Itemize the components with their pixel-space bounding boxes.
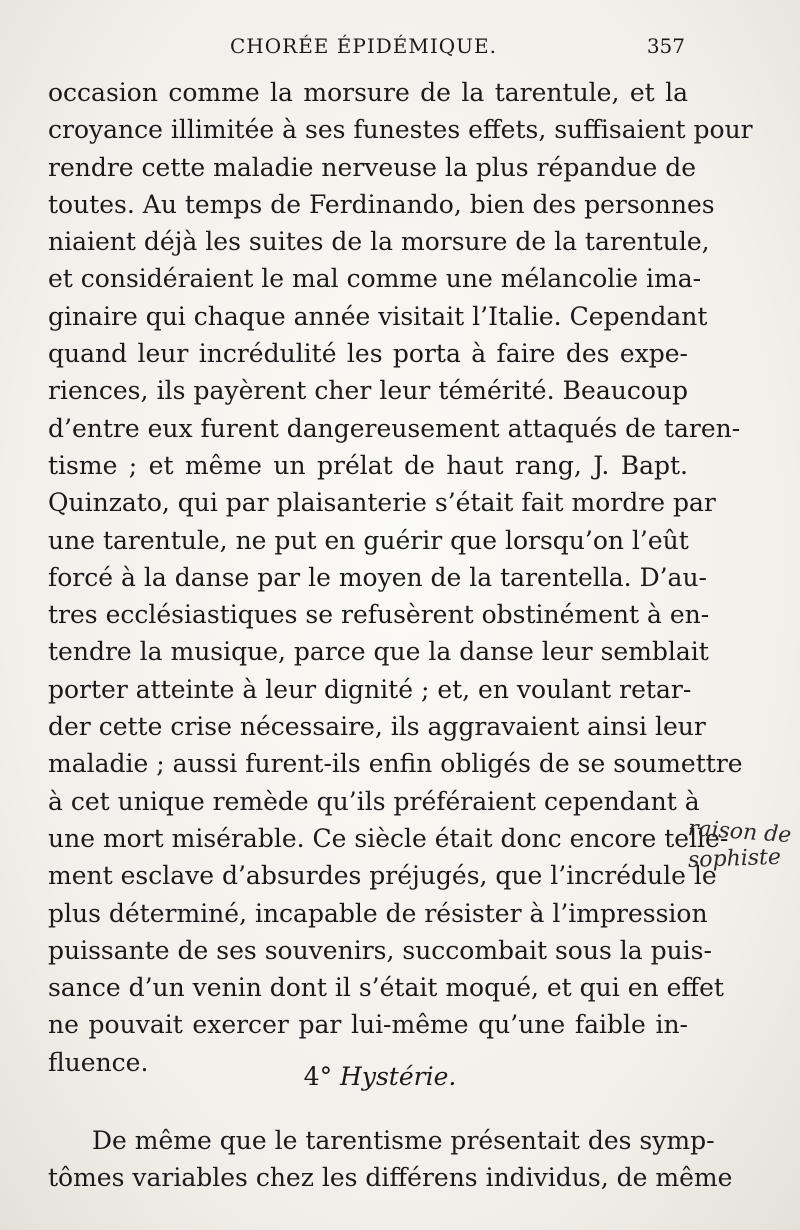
text-line: niaient déjà les suites de la morsure de la tarentule, [48,227,710,257]
section-title: Hystérie. [340,1062,457,1091]
text-line: quand leur incrédulité les porta à faire des expe- [48,339,688,369]
text-line: rendre cette maladie nerveuse la plus répandue de [48,152,696,182]
text-line: ginaire qui chaque année visitait l’Italie. Cependant [48,301,708,331]
handwritten-margin-note: raison de [687,816,793,849]
handwritten-margin-note: sophiste [687,844,782,873]
text-line: une tarentule, ne put en guérir que lorsqu’on l’eût [48,525,689,555]
text-line: et considéraient le mal comme une mélancolie ima- [48,264,702,294]
text-line: maladie ; aussi furent-ils enfin obligés de se soumettre [48,749,743,779]
page-header [60,34,685,64]
text-line: occasion comme la morsure de la tarentule, et la [48,78,688,107]
text-line: à cet unique remède qu’ils préféraient cependant à [48,786,700,816]
text-line: plus déterminé, incapable de résister à l’impression [48,898,708,928]
text-line: tômes variables chez les différens individus, de même [48,1163,733,1193]
section-heading [0,1058,760,1095]
running-head: CHORÉE ÉPIDÉMIQUE. [230,34,497,58]
text-line: Quinzato, qui par plaisanterie s’était fait mordre par [48,488,716,518]
text-line: tendre la musique, parce que la danse leur semblait [48,637,709,667]
page-number: 357 [646,34,685,58]
text-line: ne pouvait exercer par lui-même qu’une faible in- [48,1010,688,1040]
text-line: puissante de ses souvenirs, succombait sous la puis- [48,935,712,965]
text-line: croyance illimitée à ses funestes effets, suffisaient pour [48,115,753,145]
text-line: riences, ils payèrent cher leur témérité. Beaucoup [48,376,688,406]
text-line: fluence. [48,1047,149,1077]
text-line: tisme ; et même un prélat de haut rang, J. Bapt. [48,450,688,480]
text-line: porter atteinte à leur dignité ; et, en voulant retar- [48,674,692,704]
text-line: De même que le tarentisme présentait des symp- [92,1126,715,1155]
text-line: une mort misérable. Ce siècle était donc encore telle- [48,823,729,853]
text-line: der cette crise nécessaire, ils aggravaient ainsi leur [48,712,706,742]
section-number: 4° [303,1062,333,1091]
text-line: sance d’un venin dont il s’était moqué, et qui en effet [48,973,724,1003]
text-line: ment esclave d’absurdes préjugés, que l’incrédule le [48,861,717,891]
text-line: tres ecclésiastiques se refusèrent obstinément à en- [48,600,710,630]
text-line: toutes. Au temps de Ferdinando, bien des personnes [48,189,715,219]
text-line: d’entre eux furent dangereusement attaqués de taren- [48,413,741,443]
text-line: forcé à la danse par le moyen de la tarentella. D’au- [48,562,708,592]
second-paragraph [48,1122,733,1197]
